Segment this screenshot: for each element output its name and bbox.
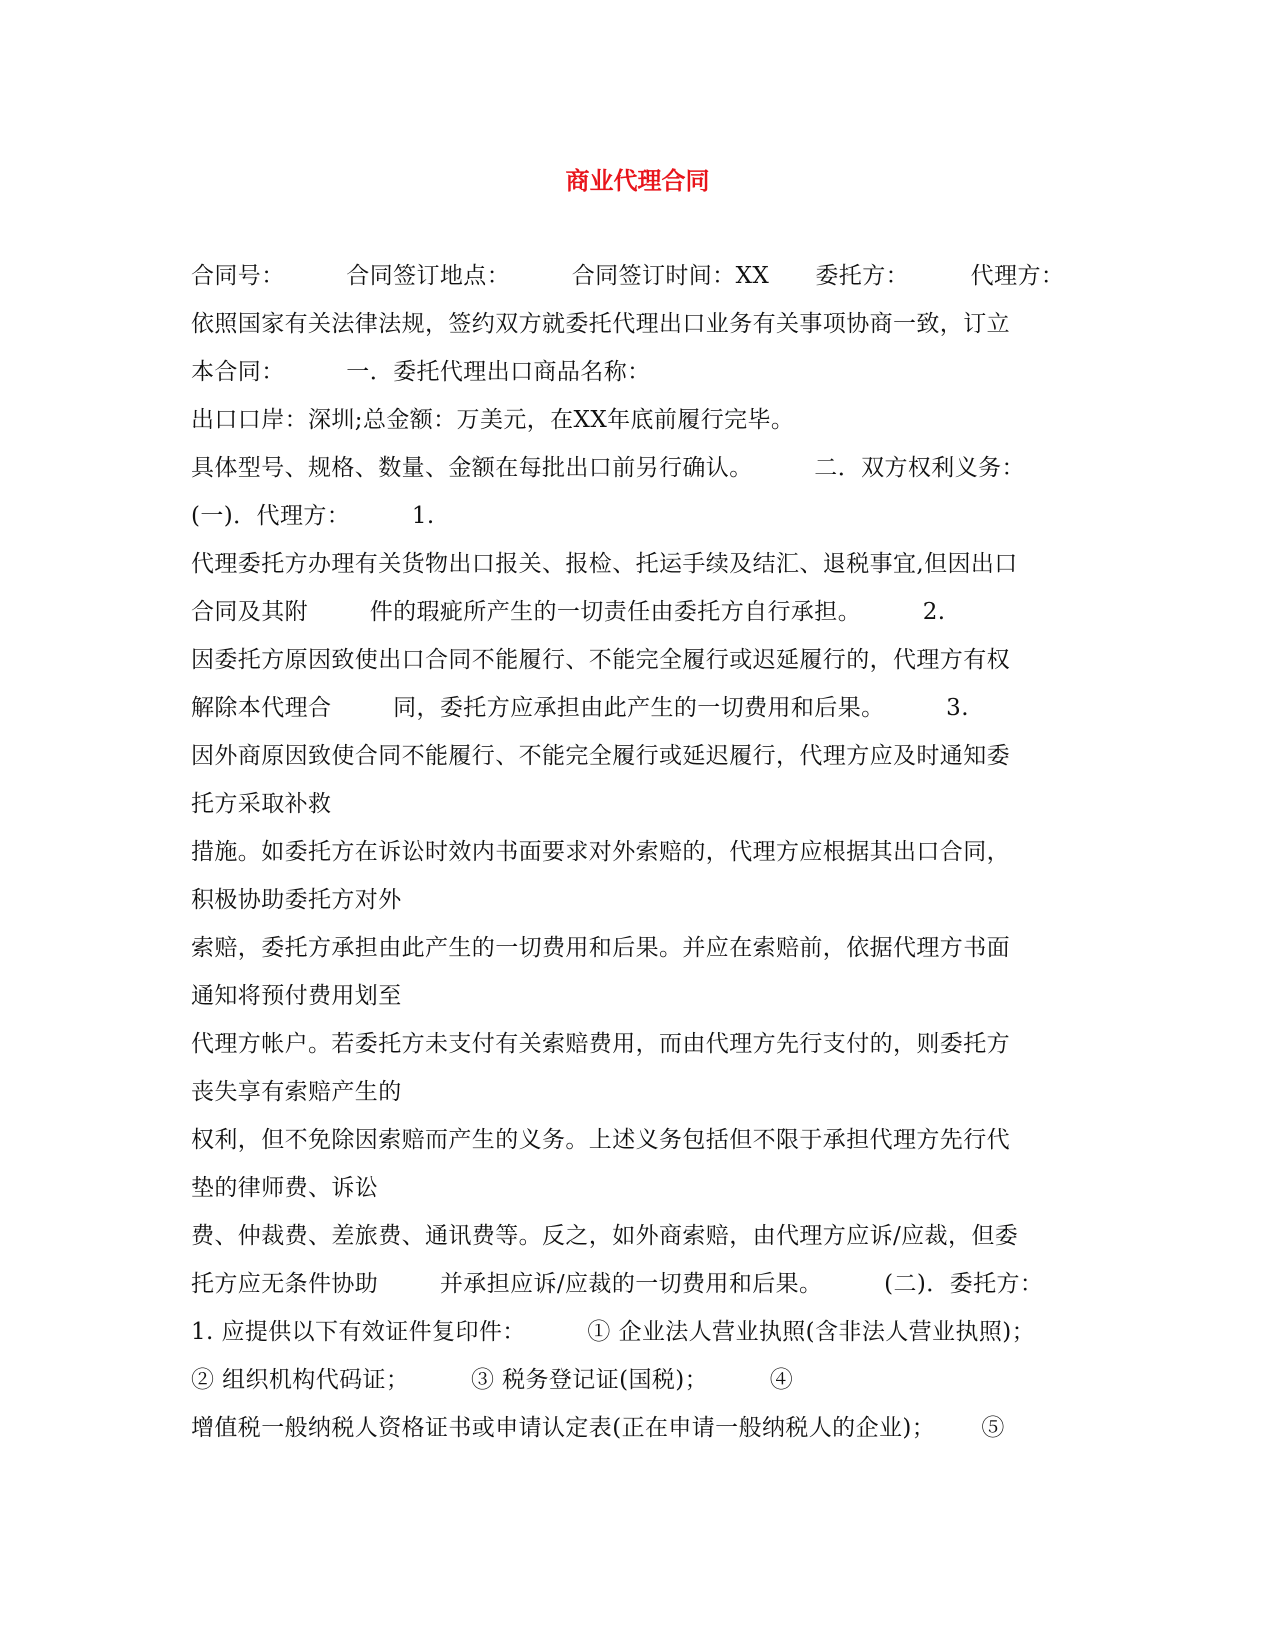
text-line: 措施。如委托方在诉讼时效内书面要求对外索赔的，代理方应根据其出口合同，: [191, 839, 1010, 865]
text-line: 积极协助委托方对外: [191, 887, 402, 913]
document-title: 商业代理合同: [565, 167, 710, 195]
text-line: 本合同： 一．委托代理出口商品名称：: [191, 359, 651, 385]
document-body: [191, 252, 1091, 1452]
text-line: 因委托方原因致使出口合同不能履行、不能完全履行或迟延履行的，代理方有权: [191, 647, 1010, 673]
text-line: 垫的律师费、诉讼: [191, 1175, 379, 1201]
text-line: 丧失享有索赔产生的: [191, 1079, 402, 1105]
text-line: ② 组织机构代码证； ③ 税务登记证(国税)； ④: [191, 1367, 794, 1393]
text-line: (一)．代理方： 1.: [191, 503, 435, 529]
text-line: 通知将预付费用划至: [191, 983, 402, 1009]
text-line: 依照国家有关法律法规，签约双方就委托代理出口业务有关事项协商一致，订立: [191, 311, 1010, 337]
text-line: 托方应无条件协助 并承担应诉/应裁的一切费用和后果。 (二)．委托方：: [191, 1271, 1044, 1297]
text-line: 出口口岸：深圳;总金额：万美元，在XX年底前履行完毕。: [191, 407, 795, 433]
text-line: 代理方帐户。若委托方未支付有关索赔费用，而由代理方先行支付的，则委托方: [191, 1031, 1010, 1057]
text-line: 费、仲裁费、差旅费、通讯费等。反之，如外商索赔，由代理方应诉/应裁，但委: [191, 1223, 1019, 1249]
text-line: 代理委托方办理有关货物出口报关、报检、托运手续及结汇、退税事宜,但因出口: [191, 551, 1018, 577]
text-line: 因外商原因致使合同不能履行、不能完全履行或延迟履行，代理方应及时通知委: [191, 743, 1010, 769]
text-line: 合同号： 合同签订地点： 合同签订时间：XX 委托方： 代理方：: [191, 263, 1065, 289]
text-line: 索赔，委托方承担由此产生的一切费用和后果。并应在索赔前，依据代理方书面: [191, 935, 1010, 961]
text-line: 增值税一般纳税人资格证书或申请认定表(正在申请一般纳税人的企业)； ⑤: [191, 1415, 1005, 1441]
text-line: 托方采取补救: [191, 791, 332, 817]
text-line: 解除本代理合 同，委托方应承担由此产生的一切费用和后果。 3.: [191, 695, 969, 721]
text-line: 合同及其附 件的瑕疵所产生的一切责任由委托方自行承担。 2.: [191, 599, 946, 625]
text-line: 权利，但不免除因索赔而产生的义务。上述义务包括但不限于承担代理方先行代: [191, 1127, 1010, 1153]
text-line: 1. 应提供以下有效证件复印件： ① 企业法人营业执照(含非法人营业执照)；: [191, 1319, 1036, 1345]
text-line: 具体型号、规格、数量、金额在每批出口前另行确认。 二．双方权利义务：: [191, 455, 1025, 481]
